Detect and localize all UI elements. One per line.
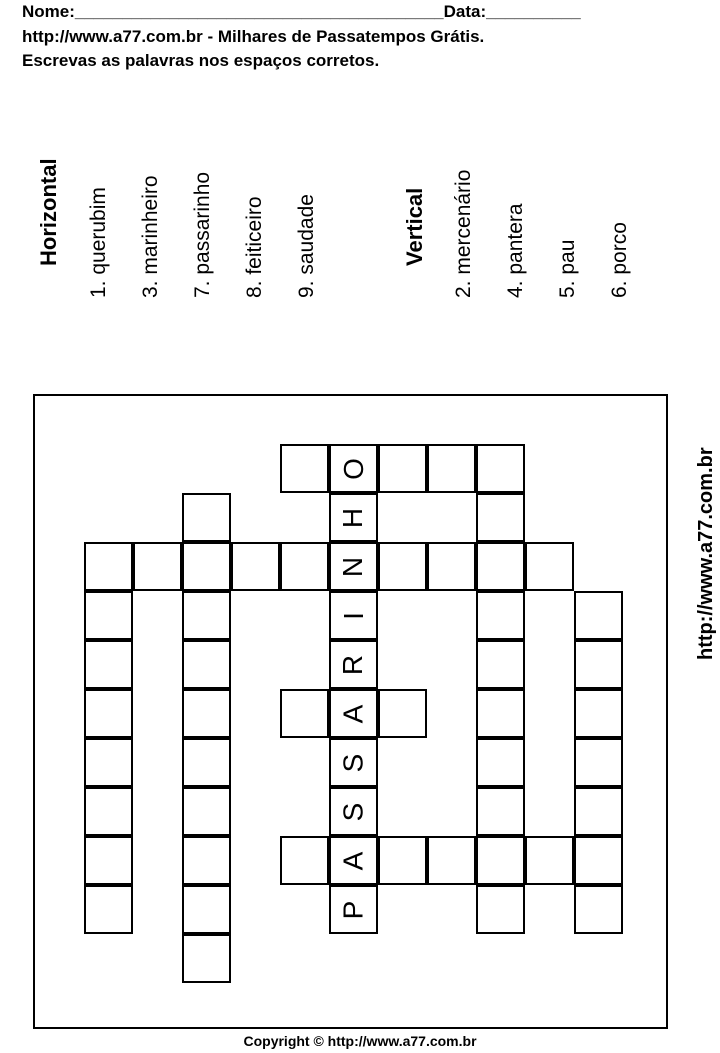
grid-cell[interactable] [84, 885, 133, 934]
grid-cell[interactable] [378, 444, 427, 493]
clue-v-6: 6. porco [608, 222, 631, 298]
instructions: Escrevas as palavras nos espaços corretos. [22, 51, 380, 70]
grid-cell[interactable] [182, 542, 231, 591]
grid-cell[interactable] [476, 542, 525, 591]
grid-cell[interactable] [84, 591, 133, 640]
clue-h-9: 9. saudade [295, 194, 318, 298]
grid-cell[interactable] [182, 738, 231, 787]
grid-cell[interactable] [182, 689, 231, 738]
grid-letter: S [337, 753, 369, 772]
side-url: http://www.a77.com.br [695, 447, 717, 660]
grid-letter: A [337, 704, 369, 723]
grid-cell[interactable] [231, 542, 280, 591]
grid-cell[interactable] [378, 542, 427, 591]
grid-cell[interactable] [476, 738, 525, 787]
grid-cell[interactable] [476, 885, 525, 934]
grid-cell[interactable] [574, 591, 623, 640]
grid-cell[interactable] [476, 640, 525, 689]
clue-h-7: 7. passarinho [191, 171, 214, 298]
grid-cell[interactable] [574, 689, 623, 738]
grid-cell[interactable] [476, 689, 525, 738]
grid-cell[interactable] [329, 689, 378, 738]
grid-cell[interactable] [329, 885, 378, 934]
grid-cell[interactable] [574, 787, 623, 836]
grid-cell[interactable] [329, 738, 378, 787]
grid-cell[interactable] [574, 738, 623, 787]
clue-h-3: 3. marinheiro [139, 175, 162, 298]
vertical-title: Vertical [402, 187, 427, 266]
grid-cell[interactable] [574, 836, 623, 885]
copyright: Copyright © http://www.a77.com.br [243, 1033, 477, 1049]
grid-cell[interactable] [427, 836, 476, 885]
grid-letter: P [337, 900, 369, 919]
grid-cell[interactable] [329, 444, 378, 493]
grid-cell[interactable] [329, 787, 378, 836]
grid-cell[interactable] [182, 787, 231, 836]
grid-cell[interactable] [182, 591, 231, 640]
clue-v-4: 4. pantera [504, 203, 527, 298]
grid-letter: N [337, 556, 369, 577]
grid-cell[interactable] [476, 493, 525, 542]
grid-cell[interactable] [84, 640, 133, 689]
clue-h-1: 1. querubim [87, 187, 110, 298]
horizontal-title: Horizontal [36, 158, 61, 266]
grid-cell[interactable] [280, 689, 329, 738]
grid-letter: S [337, 802, 369, 821]
site-tagline: http://www.a77.com.br - Milhares de Passatempos Grátis. [22, 27, 485, 46]
grid-cell[interactable] [182, 934, 231, 983]
grid-cell[interactable] [574, 885, 623, 934]
grid-cell[interactable] [378, 689, 427, 738]
grid-letter: H [337, 507, 369, 528]
grid-cell[interactable] [182, 836, 231, 885]
clue-h-8: 8. feiticeiro [243, 196, 266, 298]
grid-cell[interactable] [427, 444, 476, 493]
grid-cell[interactable] [280, 542, 329, 591]
grid-cell[interactable] [329, 493, 378, 542]
grid-cell[interactable] [476, 591, 525, 640]
grid-cell[interactable] [84, 738, 133, 787]
grid-cell[interactable] [427, 542, 476, 591]
grid-cell[interactable] [280, 444, 329, 493]
grid-cell[interactable] [182, 493, 231, 542]
grid-cell[interactable] [84, 689, 133, 738]
grid-cell[interactable] [182, 885, 231, 934]
grid-cell[interactable] [525, 836, 574, 885]
grid-cell[interactable] [329, 542, 378, 591]
grid-cell[interactable] [133, 542, 182, 591]
clue-v-5: 5. pau [556, 239, 579, 298]
grid-letter: I [337, 611, 369, 620]
grid-letter: A [337, 851, 369, 870]
crossword-board [33, 394, 668, 1029]
grid-cell[interactable] [476, 444, 525, 493]
grid-cell[interactable] [329, 640, 378, 689]
grid-cell[interactable] [329, 836, 378, 885]
grid-cell[interactable] [84, 836, 133, 885]
grid-cell[interactable] [378, 836, 427, 885]
grid-cell[interactable] [84, 542, 133, 591]
grid-letter: R [337, 654, 369, 675]
grid-cell[interactable] [476, 787, 525, 836]
grid-cell[interactable] [182, 640, 231, 689]
grid-letter: O [337, 457, 369, 480]
grid-cell[interactable] [476, 836, 525, 885]
clue-v-2: 2. mercenário [452, 169, 475, 298]
grid-cell[interactable] [84, 787, 133, 836]
name-date-line: Nome:_______________________________________Data:__________ [22, 2, 581, 21]
grid-cell[interactable] [280, 836, 329, 885]
grid-cell[interactable] [574, 640, 623, 689]
grid-cell[interactable] [329, 591, 378, 640]
grid-cell[interactable] [525, 542, 574, 591]
